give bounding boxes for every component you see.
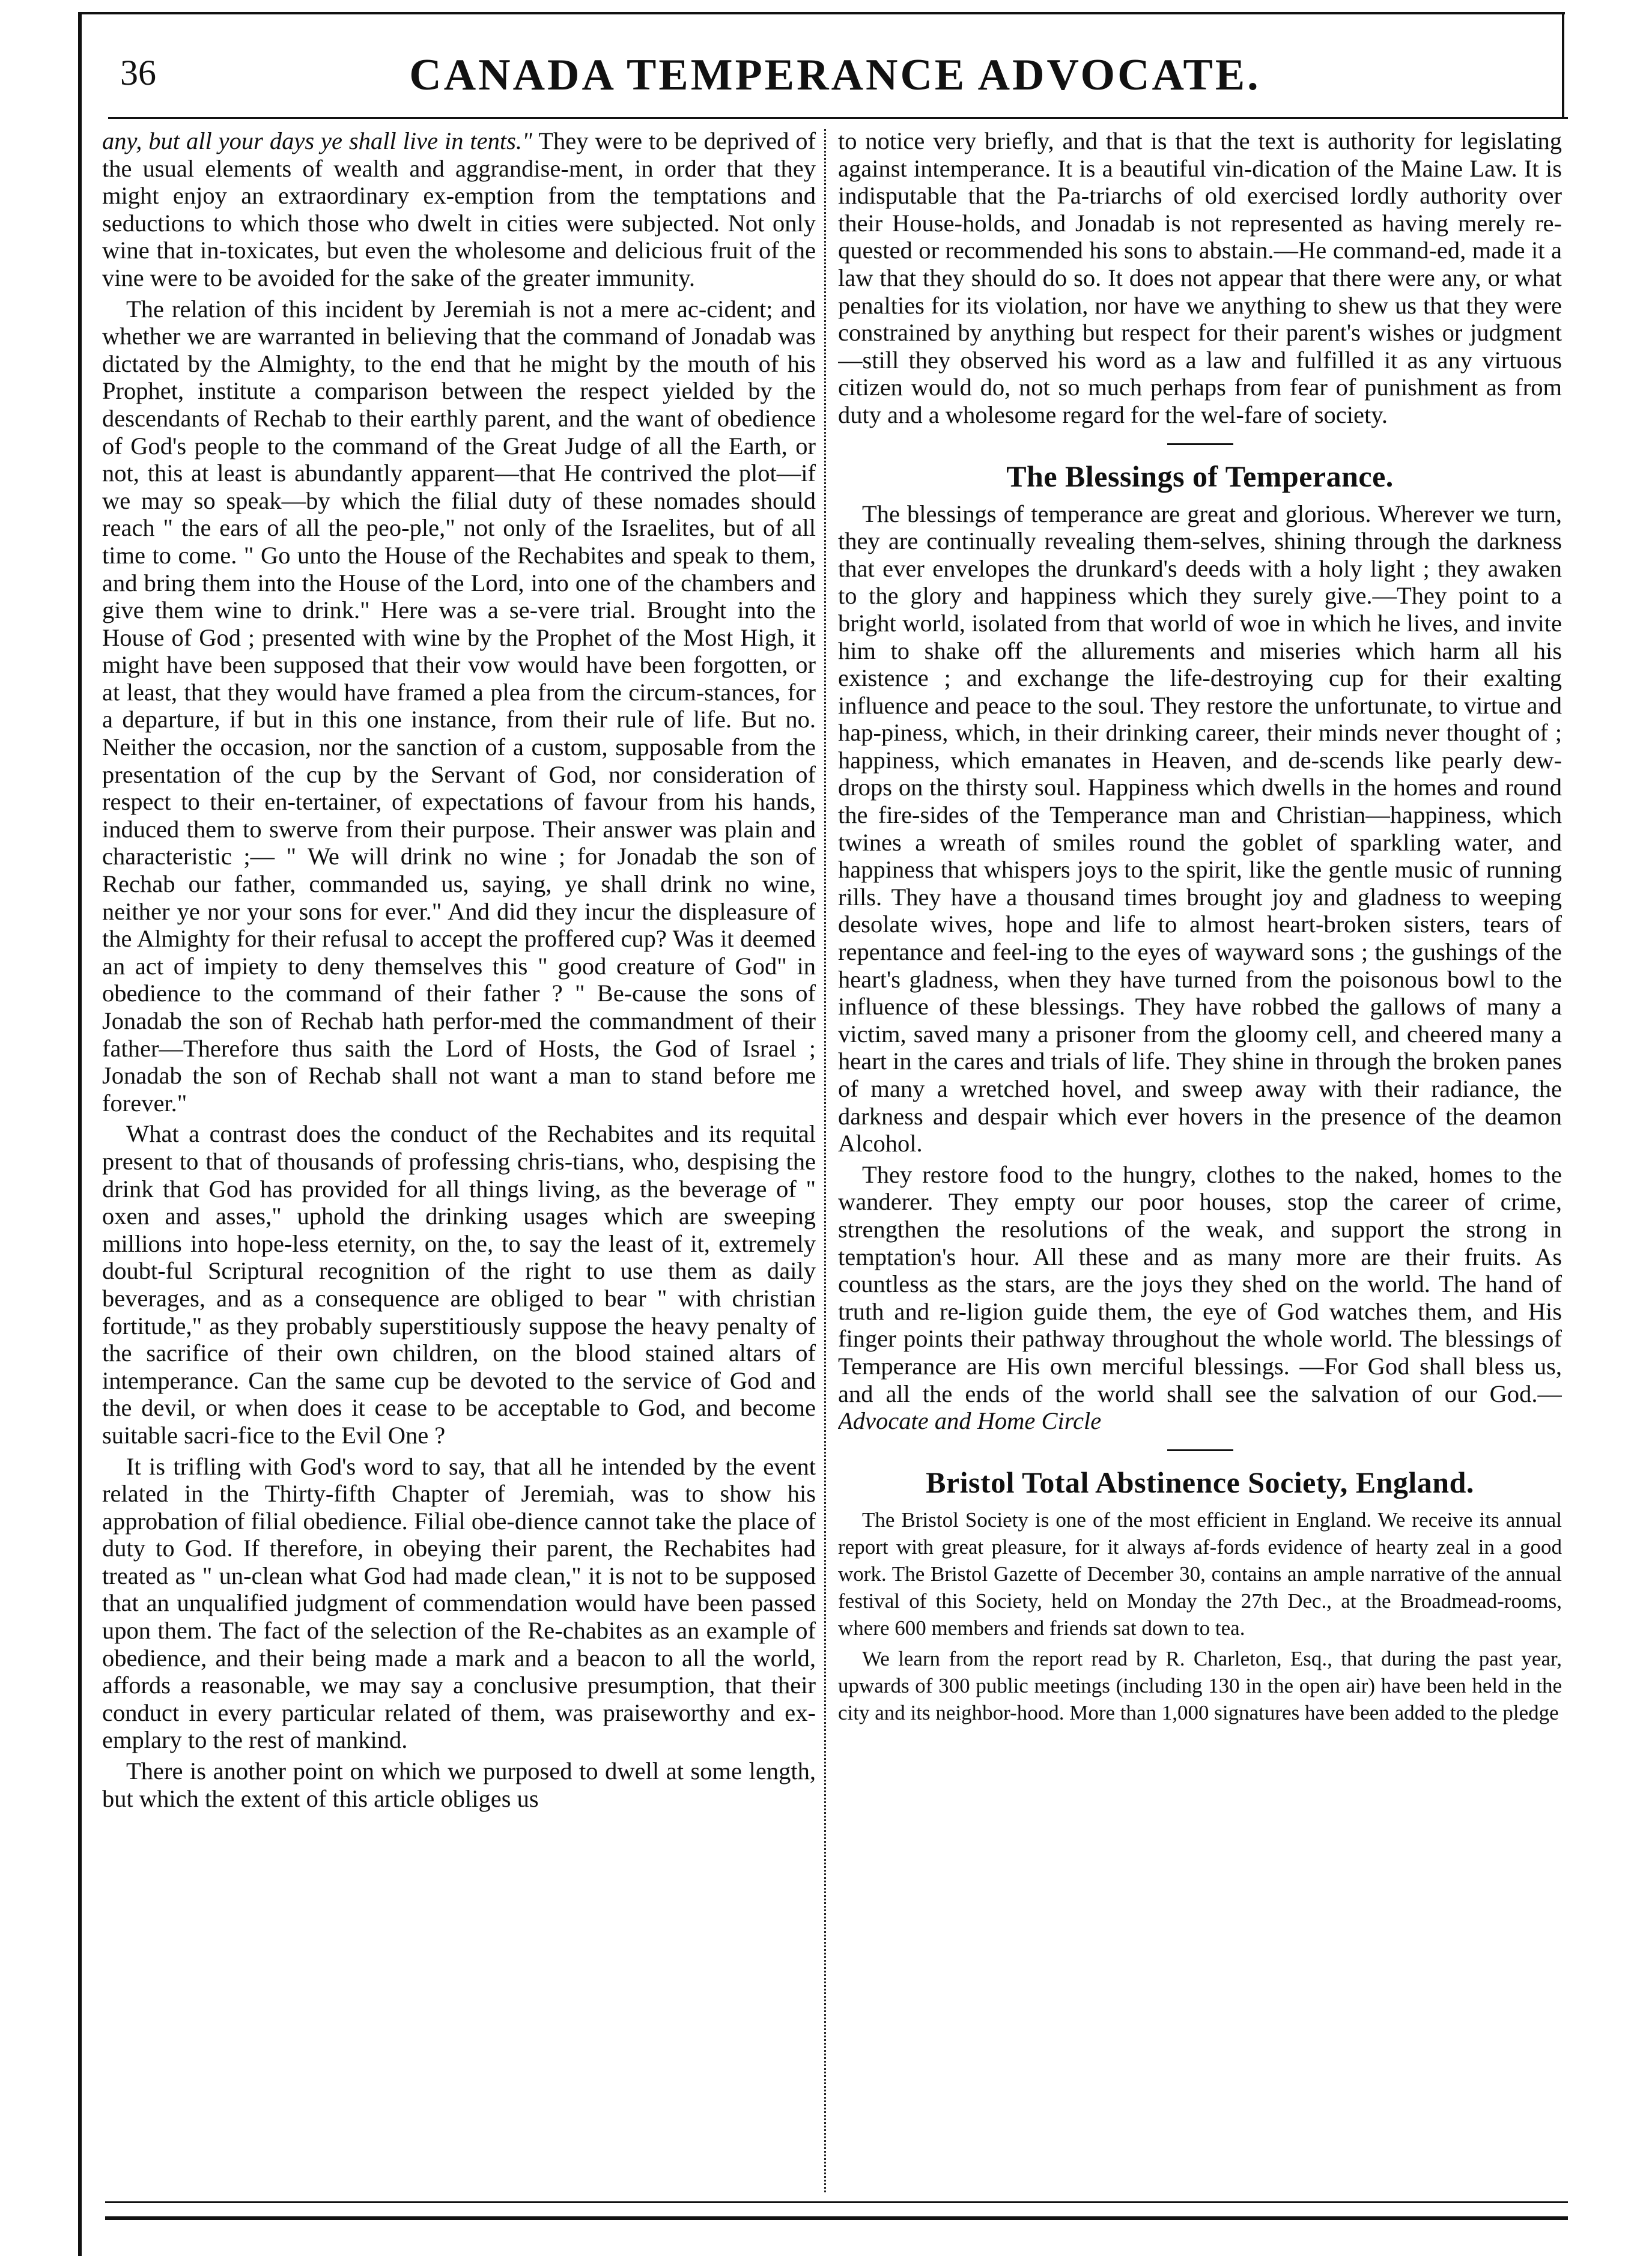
left-paragraph-1-text: They were to be deprived of the usual elements of wealth and aggrandise-ment, in order that they might enjoy an extraordinary ex-emption from the temptations and seductions to which those who dwelt in cities were subjected. Not only wine that in-toxicates, but even the wholesome and delicious fruit of the vine were to be avoided for the sake of the greater immunity. bbox=[102, 127, 816, 291]
bottom-rule-thin bbox=[105, 2201, 1568, 2203]
page-header bbox=[108, 45, 1562, 111]
left-paragraph-1 bbox=[102, 127, 816, 292]
right-column bbox=[838, 127, 1562, 2194]
blessings-credit: Advocate and Home Circle bbox=[838, 1407, 1102, 1435]
right-paragraph-1: to notice very briefly, and that is that the text is authority for legislating against intemperance. It is a beautiful vin-dication of the Maine Law. It is indisputable that the Pa-triarchs of old exercised lordly authority over their House-holds, and Jonadab is not represented as having merely re-quested or recommended his sons to abstain.—He command-ed, made it a law that they should do so. It does not appear that there were any, or what penalties for its violation, nor have we anything to shew us that they were constrained by anything but respect for their parent's wishes or judgment—still they observed his word as a law and fulfilled it as any virtuous citizen would do, not so much perhaps from fear of punishment as from duty and a wholesome regard for the wel-fare of society. bbox=[838, 127, 1562, 428]
top-border-rule bbox=[78, 12, 1565, 14]
masthead-title: CANADA TEMPERANCE ADVOCATE. bbox=[409, 50, 1261, 100]
left-border-rule bbox=[78, 12, 82, 2256]
page-number: 36 bbox=[120, 53, 156, 92]
blessings-paragraph-1: The blessings of temperance are great and glorious. Wherever we turn, they are continually revealing them-selves, shining through the darkness that ever envelopes the drunkard's deeds with a holy light ; they awaken to the glory and happiness which they surely give.—They point to a bright world, isolated from that world of woe in which he lives, and invite him to shake off the allurements and miseries which harm all his existence ; and exchange the life-destroying cup for their exalting influence and peace to the soul. They restore the unfortunate, to virtue and hap-piness, which, in their drinking career, their minds never thought of ; happiness, which emanates in Heaven, and de-scends like pearly dew-drops on the thirsty soul. Happiness which dwells in the homes and round the fire-sides of the Temperance man and Christian—happiness, which twines a wreath of smiles round the goblet of sparkling water, and happiness that whispers joys to the spirit, like the gentle music of running rills. They have a thousand times brought joy and gladness to weeping desolate wives, hope and life to almost heart-broken sisters, tears of repentance and feel-ing to the eyes of wayward sons ; the gushings of the heart's gladness, when they have turned from the poisonous bowl to the influence of these blessings. They have robbed the gallows of many a victim, saved many a prisoner from the gloomy cell, and cheered many a heart in the cares and trials of life. They shine in through the broken panes of many a wretched hovel, and sweep away with their radiance, the darkness and despair which ever hovers in the presence of the deamon Alcohol. bbox=[838, 500, 1562, 1157]
blessings-paragraph-2-text: They restore food to the hungry, clothes to the naked, homes to the wanderer. They empty our poor houses, stop the career of crime, strengthen the resolutions of the weak, and support the strong in temptation's hour. All these and as many more are their fruits. As countless as the stars, are the joys they shed on the world. The hand of truth and re-ligion guide them, the eye of God watches them, and His finger points their pathway throughout the whole world. The blessings of Temperance are His own merciful blessings. —For God shall bless us, and all the ends of the world shall see the salvation of our God.— bbox=[838, 1160, 1562, 1407]
article-title-bristol: Bristol Total Abstinence Society, England. bbox=[926, 1465, 1474, 1499]
bristol-paragraph-2: We learn from the report read by R. Charleton, Esq., that during the past year, upwards of 300 public meetings (including 130 in the open air) have been held in the city and its neighbor-hood. More than 1,000 signatures have been added to the pledge bbox=[838, 1646, 1562, 1724]
article-title-blessings: The Blessings of Temperance. bbox=[1006, 459, 1394, 493]
left-paragraph-3: What a contrast does the conduct of the Rechabites and its requital present to that of thousands of professing chris-tians, who, despising the drink that God has provided for all things living, as the beverage of " oxen and asses," uphold the drinking usages which are sweeping millions into hope-less eternity, on the, to say the least of it, extremely doubt-ful Scriptural recognition of the right to use them as daily beverages, and as a consequence are obliged to bear " with christian fortitude," as they probably superstitiously suppose the heavy penalty of the sacrifice of their own children, on the blood stained altars of intemperance. Can the same cup be devoted to the service of God and the devil, or when does it cease to be acceptable to God, and become suitable sacri-fice to the Evil One ? bbox=[102, 1120, 816, 1449]
blessings-paragraph-2 bbox=[838, 1161, 1562, 1435]
right-border-rule bbox=[1562, 12, 1564, 117]
section-divider-1 bbox=[1167, 443, 1233, 445]
left-paragraph-5: There is another point on which we purposed to dwell at some length, but which the extent of this article obliges us bbox=[102, 1757, 816, 1812]
header-underline-rule bbox=[108, 117, 1568, 119]
left-paragraph-2: The relation of this incident by Jeremiah is not a mere ac-cident; and whether we are warranted in believing that the command of Jonadab was dictated by the Almighty, to the end that he might by the mouth of his Prophet, institute a comparison between the respect yielded by the descendants of Rechab to their earthly parent, and the want of obedience of God's people to the command of the Great Judge of all the Earth, or not, this at least is abundantly apparent—that He contrived the plot—if we may so speak—by which the filial duty of these nomades should reach " the ears of all the peo-ple," not only of the Israelites, but of all time to come. " Go unto the House of the Rechabites and speak to them, and bring them into the House of the Lord, into one of the chambers and give them wine to drink." Here was a se-vere trial. Brought into the House of God ; presented with wine by the Prophet of the Most High, it might have been supposed that their vow would have been forgotten, or at least, that they would have framed a plea from the circum-stances, for a departure, if but in this one instance, from their rule of life. But no. Neither the occasion, nor the sanction of a custom, supposable from the presentation of the cup by the Servant of God, nor consideration of respect to their en-tertainer, of expectations of favour from his hands, induced them to swerve from their purpose. Their answer was plain and characteristic ;— " We will drink no wine ; for Jonadab the son of Rechab our father, commanded us, saying, ye shall drink no wine, neither ye nor your sons for ever." And did they incur the displeasure of the Almighty for their refusal to accept the proffered cup? Was it deemed an act of impiety to deny themselves this " good creature of God" in obedience to the command of their father ? " Be-cause the sons of Jonadab the son of Rechab hath perfor-med the commandment of their father—Therefore thus saith the Lord of Hosts, the God of Israel ; Jonadab the son of Rechab shall not want a man to stand before me forever." bbox=[102, 295, 816, 1117]
left-column bbox=[102, 127, 816, 2194]
bottom-rule-thick bbox=[105, 2216, 1568, 2220]
left-paragraph-1-italic-lead: any, but all your days ye shall live in tents." bbox=[102, 127, 533, 154]
section-divider-2 bbox=[1167, 1449, 1233, 1451]
left-paragraph-4: It is trifling with God's word to say, that all he intended by the event related in the Thirty-fifth Chapter of Jeremiah, was to show his approbation of filial obedience. Filial obe-dience cannot take the place of duty to God. If therefore, in obeying their parent, the Rechabites had treated as " un-clean what God had made clean," it is not to be supposed that an unqualified judgment of commendation would have been passed upon them. The fact of the selection of the Re-chabites as an example of obedience, and their being made a mark and a beacon to all the world, affords a reasonable, we may say a conclusive presumption, that their conduct in every particular related of them, was praiseworthy and ex-emplary to the rest of mankind. bbox=[102, 1452, 816, 1754]
column-divider bbox=[824, 129, 826, 2192]
bristol-paragraph-1: The Bristol Society is one of the most efficient in England. We receive its annual report with great pleasure, for it always af-fords evidence of hearty zeal in a good work. The Bristol Gazette of December 30, contains an ample narrative of the annual festival of this Society, held on Monday the 27th Dec., at the Broadmead-rooms, where 600 members and friends sat down to tea. bbox=[838, 1508, 1562, 1640]
